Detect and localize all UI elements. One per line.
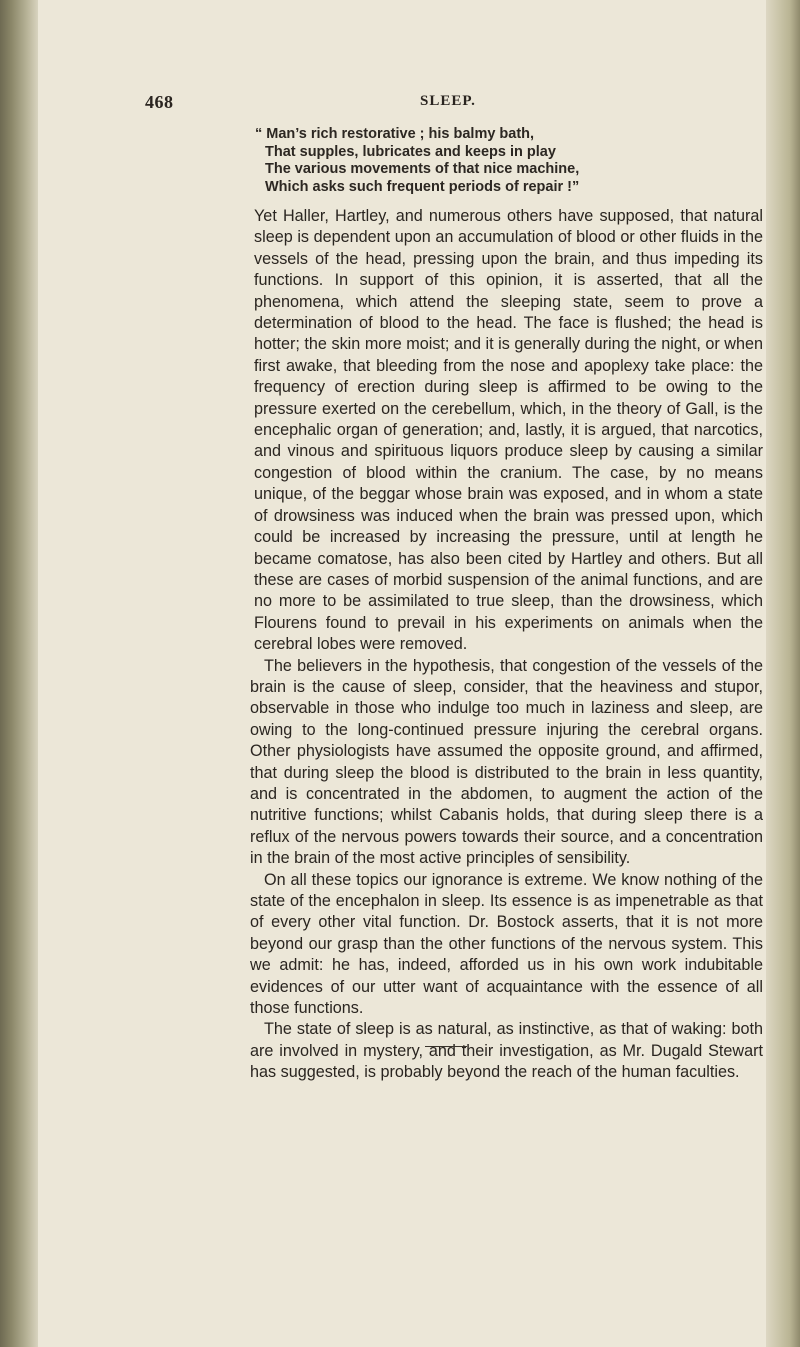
running-title: SLEEP. xyxy=(420,93,476,109)
page-edge-right xyxy=(766,0,800,1347)
section-end-rule xyxy=(425,1046,467,1047)
page-number: 468 xyxy=(145,92,174,112)
page-header xyxy=(145,92,725,118)
book-binding-left xyxy=(0,0,38,1347)
paragraph: The state of sleep is as natural, as instinctive, as that of waking: both are involved in mystery, and their investigation, as Mr. Dugald Stewart has suggested, is probably beyond the reach of the human faculties. xyxy=(250,1020,763,1082)
verse-line: “ Man’s rich restorative ; his balmy bath, xyxy=(255,126,535,142)
paragraph: Yet Haller, Hartley, and numerous others have supposed, that natural sleep is dependent upon an accumulation of blood or other fluids in the vessels of the head, pressing upon the brain, and thus impeding its functions. In support of this opinion, it is asserted, that all the phenomena, which attend the sleeping state, seem to prove a determination of blood to the head. The face is flushed; the head is hotter; the skin more moist; and it is generally during the night, or when first awake, that bleeding from the nose and apoplexy take place: the frequency of erection during sleep is affirmed to be owing to the pressure exerted on the cerebellum, which, in the theory of Gall, is the encephalic organ of generation; and, lastly, it is argued, that narcotics, and vinous and spirituous liquors produce sleep by causing a similar congestion of blood within the cranium. The case, by no means unique, of the beggar whose brain was exposed, and in whom a state of drowsiness was induced when the brain was pressed upon, which could be increased by increasing the pressure, until at length he became comatose, has also been cited by Hartley and others. But all these are cases of morbid suspension of the animal functions, and are no more to be assimilated to true sleep, than the drowsiness, which Flourens found to prevail in his experiments on animals when the cerebral lobes were removed. xyxy=(254,207,763,654)
paragraph: The believers in the hypothesis, that congestion of the vessels of the brain is the cause of sleep, consider, that the heaviness and stupor, observable in those who indulge too much in laziness and sleep, are owing to the long-continued pressure injuring the cerebral organs. Other physiologists have assumed the opposite ground, and affirmed, that during sleep the blood is distributed to the brain in less quantity, and is concentrated in the abdomen, to augment the action of the nutritive functions; whilst Cabanis holds, that during sleep there is a reflux of the nervous powers towards their source, and a concentration in the brain of the most active principles of sensibility. xyxy=(250,656,763,868)
body-text xyxy=(250,206,763,1084)
verse-line: Which asks such frequent periods of repair !” xyxy=(265,178,580,195)
verse-line: That supples, lubricates and keeps in play xyxy=(265,143,556,160)
verse-line: The various movements of that nice machine, xyxy=(265,161,580,177)
paragraph: On all these topics our ignorance is extreme. We know nothing of the state of the encephalon in sleep. Its essence is as impenetrable as that of every other vital function. Dr. Bostock asserts, that it is not more beyond our grasp than the other functions of the nervous system. This we admit: he has, indeed, afforded us in his own work indubitable evidences of our utter want of acquaintance with the essence of all those functions. xyxy=(250,870,763,1018)
verse-quotation xyxy=(255,126,725,196)
